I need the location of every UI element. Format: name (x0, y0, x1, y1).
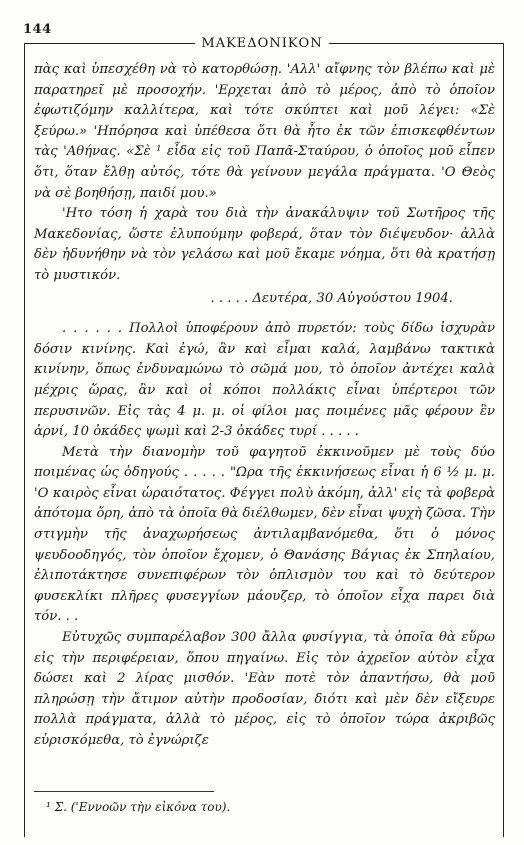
section-lead-dots: . . . . . . (62, 321, 123, 337)
running-head-title: ΜΑΚΕΔΟΝΙΚΟΝ (195, 36, 328, 51)
paragraph-3 (34, 319, 495, 443)
paragraph-4: Μετὰ τὴν διανομὴν τοῦ φαγητοῦ ἐκκινοῦμεν μὲ τοὺς δύο ποιμένας ὡς ὁδηγούς . . . . . "Ωρα τῆς ἐκκινήσεως εἶναι ἡ 6 ½ μ. μ. 'Ο καιρὸς εἶναι ὡραιότατος. Φέγγει πολὺ ἀκόμη, ἀλλ' εἰς τὰ φοβερὰ ἀπότομα ὄρη, ἀπὸ τὰ ὁποῖα θὰ διέλθωμεν, δὲν εἶναι ψυχὴ ζῶσα. Τὴν στιγμὴν τῆς ἀναχωρήσεως ἀντιλαμβανόμεθα, ὅτι ὁ μόνος ψευδοοδηγός, τὸν ὁποῖον ἔχομεν, ὁ Θανάσης Βάγιας ἐκ Σπηλαίου, ἐλιποτάκτησε συνεπιφέρων τὸν ὁπλισμὸν του καὶ τὸ δεύτερον φυσεκλίκι πλῆρες φυσεγγίων μάουζερ, τὸ ὁποῖον εἶχα παρει διὰ τόν. . . (34, 444, 495, 625)
paragraph-2: 'Ητο τόση ἡ χαρὰ του διὰ τὴν ἀνακάλυψιν τοῦ Σωτῆρος τῆς Μακεδονίας, ὥστε ἐλυπούμην φοβερά, ὅταν τὸν διέψευδον· ἀλλὰ δὲν ἠδυνήθην νὰ τὸν γελάσω καὶ μοῦ ἔκαμε νόημα, ὅτι θὰ κρατήσῃ τὸ μυστικόν. (34, 206, 495, 283)
section-gap (34, 309, 495, 319)
paragraph-3-text: Πολλοὶ ὑποφέρουν ἀπὸ πυρετόν: τοὺς δίδω ἰσχυρὰν δόσιν κινίνης. Καὶ ἐγώ, ἂν καὶ εἶμαι καλά, λαμβάνω τακτικὰ κινίνην, ὅπως ἐνδυναμώνω τὸ σῶμά μου, τὸ ὁποῖον ἀντέχει καλὰ μέχρις ὥρας, ἂν καὶ οἱ κόποι πολλάκις εἶναι ὑπέρτεροι τῶν περυσινῶν. Εἰς τὰς 4 μ. μ. οἱ φίλοι μας ποιμένες μᾶς φέρουν ἓν ἀρνί, 10 ὀκάδες ψωμὶ καὶ 2-3 ὀκάδες τυρί . . . . . (34, 321, 495, 440)
paragraph-1: πὰς καὶ ὑπεσχέθη νὰ τὸ κατορθώσῃ. 'Αλλ' αἴφνης τὸν βλέπω καὶ μὲ παρατηρεῖ μὲ προσοχήν. 'Ερχεται ἀπὸ τὸ μέρος, ἀπὸ τὸ ὁποῖον ἐφωτιζόμην καλλίτερα, καὶ τότε σκύπτει καὶ μοῦ λέγει: «Σὲ ξεύρω.» 'Ηπόρησα καὶ ὑπέθεσα ὅτι θὰ ἦτο ἐκ τῶν ἐπισκεφθέντων τὰς 'Αθήνας. «Σὲ ¹ εἶδα εἰς τοῦ Παπᾶ-Σταύρου, ὁ ὁποῖος μοῦ εἶπεν ὅτι, ὅταν ἔλθῃ αὐτός, τότε θὰ γείνουν μεγάλα πράγματα. 'Ο Θεὸς νὰ σὲ βοηθήσῃ, παιδί μου.» (34, 62, 495, 201)
footnote-rule (34, 791, 214, 792)
dateline: . . . . . Δευτέρα, 30 Αὐγούστου 1904. (210, 290, 453, 306)
body-text (34, 60, 495, 752)
paragraph-5: Εὐτυχῶς συμπαρέλαβον 300 ἄλλα φυσίγγια, τὰ ὁποῖα θὰ εὕρω εἰς τὴν περιφέρειαν, ὅπου πηγαίνω. Εἰς τὸν ἀχρεῖον αὐτὸν εἶχα δώσει καὶ 2 λίρας μισθόν. 'Εὰν ποτὲ τὸν ἀπαντήσω, θὰ μοῦ πληρώσῃ τὴν ἄτιμον αὐτὴν προδοσίαν, διότι καὶ μὲν δὲν εἴξευρε πολλὰ πράγματα, ἀλλὰ τὸ μέρος, εἰς τὸ ὁποῖον τώρα ἀκριβῶς εὑρισκόμεθα, τὸ ἐγνώριζε (34, 630, 495, 748)
page-number: 144 (23, 22, 52, 37)
footnote: ¹ Σ. ('Εννοῶν τὴν εἰκόνα του). (46, 800, 231, 814)
